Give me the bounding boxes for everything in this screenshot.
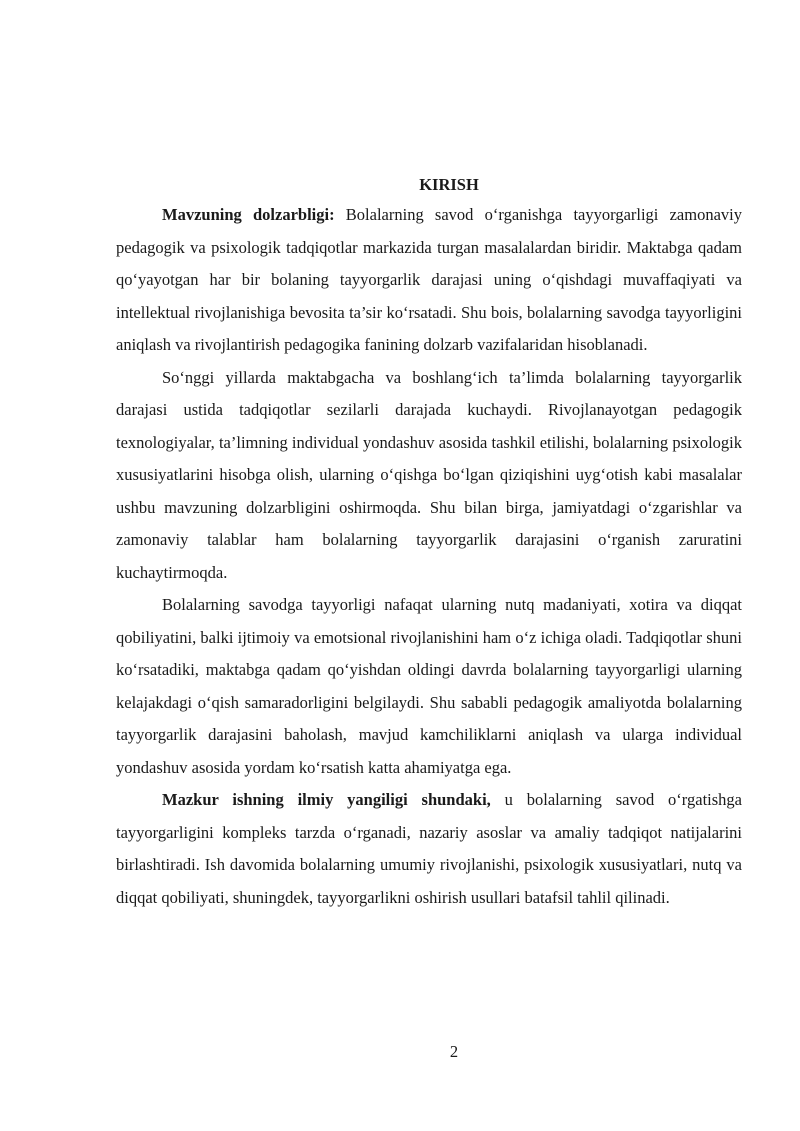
paragraph-text: So‘nggi yillarda maktabgacha va boshlang‘ich ta’limda bolalarning tayyorgarlik darajasi ustida tadqiqotlar sezilarli darajada kuchaydi. Rivojlanayotgan pedagogik texnologiyalar, ta’limning individual yondashuv asosida tashkil etilishi, bolalarning psixologik xususiyatlarini hisobga olish, ularning o‘qishga bo‘lgan qiziqishini uyg‘otish kabi masalalar ushbu mavzuning dolzarbligini oshirmoqda. Shu bilan birga, jamiyatdagi o‘zgarishlar va zamonaviy talablar ham bolalarning tayyorgarlik darajasini o‘rganish zaruratini kuchaytirmoqda. — [116, 367, 742, 582]
paragraph-lead: Mazkur ishning ilmiy yangiligi shundaki, — [162, 790, 491, 809]
page-number: 2 — [449, 1042, 459, 1061]
section-heading: KIRISH — [419, 175, 479, 194]
paragraph-text: Bolalarning savod o‘rganishga tayyorgarligi zamonaviy pedagogik va psixologik tadqiqotlar markazida turgan masalalardan biridir. Maktabga qadam qo‘yayotgan har bir bolaning tayyorgarlik darajasi uning o‘qishdagi muvaffaqiyati va intellektual rivojlanishiga bevosita ta’sir ko‘rsatadi. Shu bois, bolalarning savodga tayyorligini aniqlash va rivojlantirish pedagogika fanining dolzarb vazifalaridan hisoblanadi. — [116, 205, 742, 354]
paragraph-relevance — [116, 199, 742, 362]
paragraph-research — [116, 362, 742, 590]
document-page — [116, 172, 742, 914]
paragraph-text: Bolalarning savodga tayyorligi nafaqat ularning nutq madaniyati, xotira va diqqat qobiliyatini, balki ijtimoiy va emotsional rivojlanishini ham o‘z ichiga oladi. Tadqiqotlar shuni ko‘rsatadiki, maktabga qadam qo‘yishdan oldingi davrda bolalarning tayyorgarligi ularning kelajakdagi o‘qish samaradorligini belgilaydi. Shu sababli pedagogik amaliyotda bolalarning tayyorgarlik darajasini baholash, mavjud kamchiliklarni aniqlash va ularga individual yondashuv asosida yordam ko‘rsatish katta ahamiyatga ega. — [116, 595, 742, 777]
paragraph-novelty — [116, 784, 742, 914]
paragraph-readiness — [116, 589, 742, 784]
paragraph-lead: Mavzuning dolzarbligi: — [162, 205, 335, 224]
paragraph-text: u bolalarning savod o‘rgatishga tayyorgarligini kompleks tarzda o‘rganadi, nazariy asoslar va amaliy tadqiqot natijalarini birlashtiradi. Ish davomida bolalarning umumiy rivojlanishi, psixologik xususiyatlari, nutq va diqqat qobiliyati, shuningdek, tayyorgarlikni oshirish usullari batafsil tahlil qilinadi. — [116, 790, 742, 907]
